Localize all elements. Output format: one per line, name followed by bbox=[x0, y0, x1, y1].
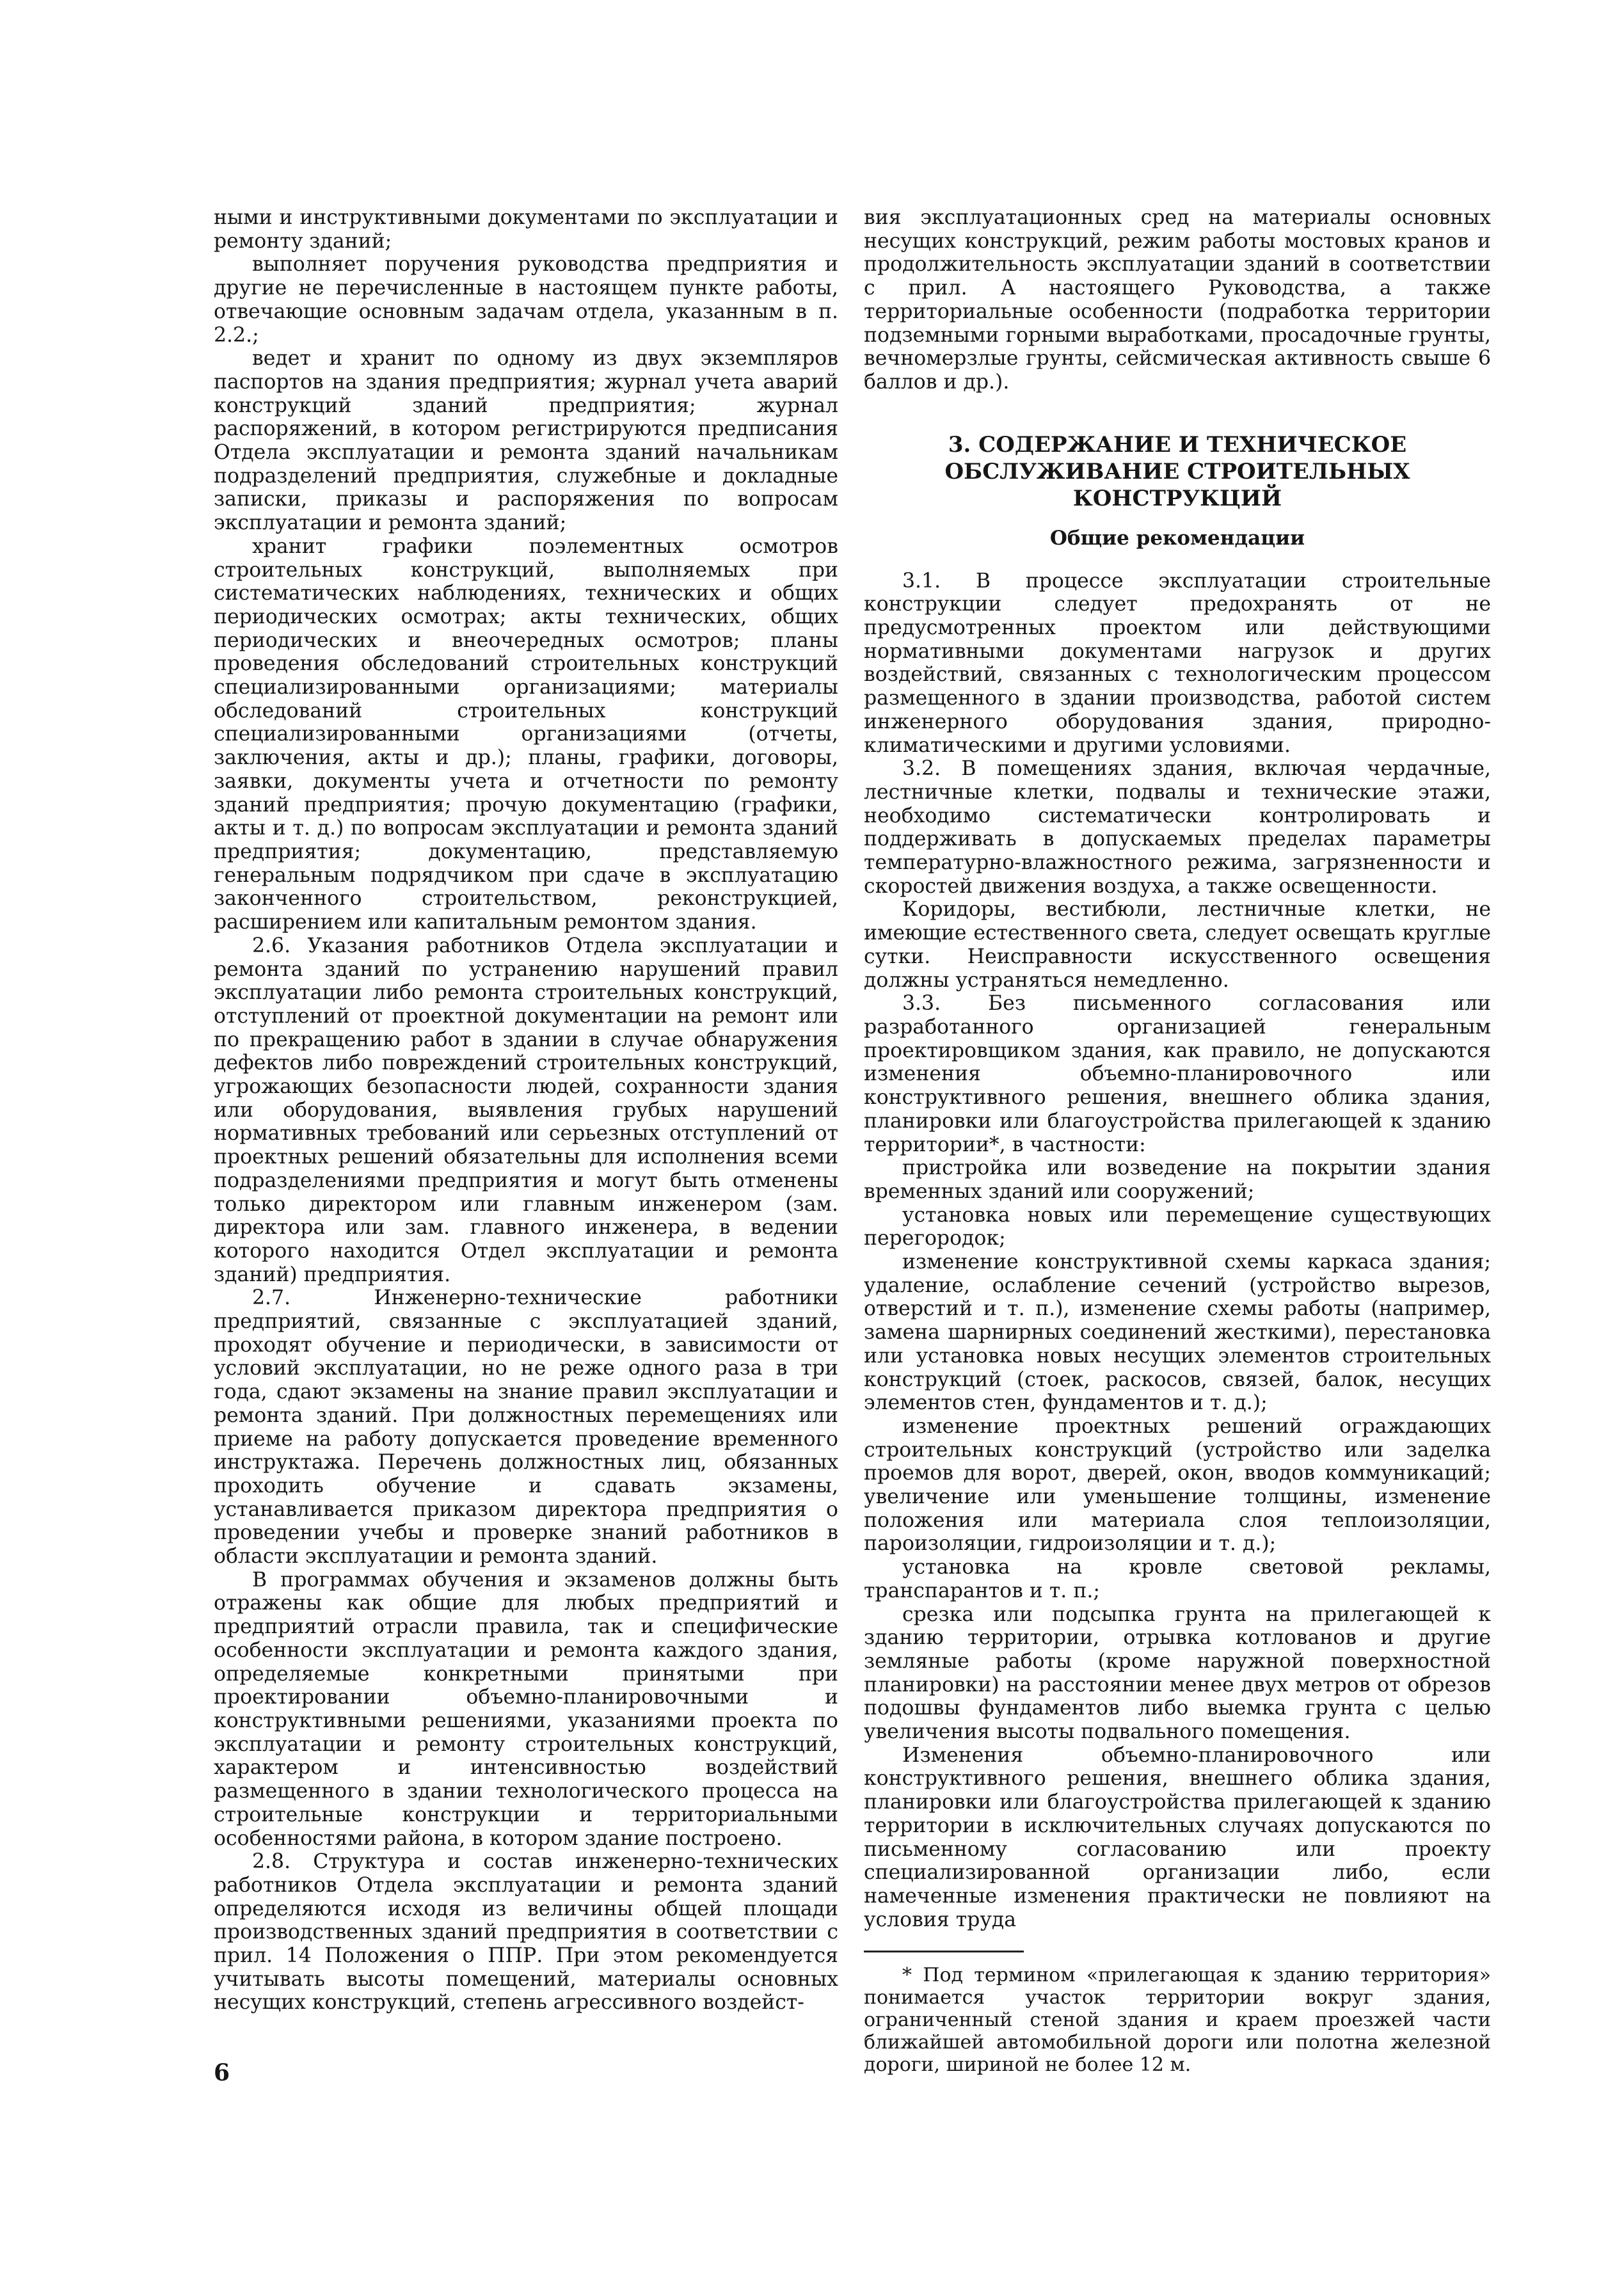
paragraph: хранит графики поэлементных осмотров строительных конструкций, выполняемых при систематических наблюдениях, технических и общих периодических осмотрах; акты технических, общих периодических и внеочередных осмотров; планы проведения обследований строительных конструкций специализированными организациями; материалы обследований строительных конструкций специализированными организациями (отчеты, заключения, акты и др.); планы, графики, договоры, заявки, документы учета и отчетности по ремонту зданий предприятия; прочую документацию (графики, акты и т. д.) по вопросам эксплуатации и ремонта зданий предприятия; документацию, представляемую генеральным подрядчиком при сдаче в эксплуатацию законченного строительством, реконструкцией, расширением или капитальным ремонтом здания. bbox=[214, 534, 838, 934]
paragraph: 2.6. Указания работников Отдела эксплуатации и ремонта зданий по устранению нарушений правил эксплуатации либо ремонта строительных конструкций, отступлений от проектной документации на ремонт или по прекращению работ в здании в случае обнаружения дефектов либо повреждений строительных конструкций, угрожающих безопасности людей, сохранности здания или оборудования, выявления грубых нарушений нормативных требований или серьезных отступлений от проектных решений обязательны для исполнения всеми подразделениями предприятия и могут быть отменены только директором или главным инженером (зам. директора или зам. главного инженера, в ведении которого находится Отдел эксплуатации и ремонта зданий) предприятия. bbox=[214, 934, 838, 1286]
right-column bbox=[864, 206, 1491, 2076]
paragraph: 2.8. Структура и состав инженерно-технических работников Отдела эксплуатации и ремонта зданий определяются исходя из величины общей площади производственных зданий предприятия в соответствии с прил. 14 Положения о ППР. При этом рекомендуется учитывать высоты помещений, материалы основных несущих конструкций, степень агрессивного воздейст- bbox=[214, 1850, 838, 2015]
paragraph: Изменения объемно-планировочного или конструктивного решения, внешнего облика здания, планировки или благоустройства прилегающей к зданию территории в исключительных случаях допускаются по письменному согласованию или проекту специализированной организации либо, если намеченные изменения практически не повлияют на условия труда bbox=[864, 1743, 1491, 1931]
paragraph: срезка или подсыпка грунта на прилегающей к зданию территории, отрывка котлованов и другие земляные работы (кроме наружной поверхностной планировки) на расстоянии менее двух метров от обрезов подошвы фундаментов либо выемка грунта с целью увеличения высоты подвального помещения. bbox=[864, 1602, 1491, 1744]
footnote-divider bbox=[864, 1951, 1024, 1952]
paragraph: В программах обучения и экзаменов должны быть отражены как общие для любых предприятий и предприятий отрасли правила, так и специфические особенности эксплуатации и ремонта каждого здания, определяемые конкретными принятыми при проектировании объемно-планировочными и конструктивными решениями, указаниями проекта по эксплуатации и ремонту строительных конструкций, характером и интенсивностью воздействий размещенного в здании технологического процесса на строительные конструкции и территориальными особенностями района, в котором здание построено. bbox=[214, 1568, 838, 1850]
paragraph: 3.1. В процессе эксплуатации строительные конструкции следует предохранять от не предусмотренных проектом или действующими нормативными документами нагрузок и других воздействий, связанных с технологическим процессом размещенного в здании производства, работой систем инженерного оборудования здания, природно-климатическими и другими условиями. bbox=[864, 569, 1491, 757]
paragraph: 3.2. В помещениях здания, включая чердачные, лестничные клетки, подвалы и технические этажи, необходимо систематически контролировать и поддерживать в допускаемых пределах параметры температурно-влажностного режима, загрязненности и скоростей движения воздуха, а также освещенности. bbox=[864, 757, 1491, 898]
paragraph: ведет и хранит по одному из двух экземпляров паспортов на здания предприятия; журнал учета аварий конструкций зданий предприятия; журнал распоряжений, в котором регистрируются предписания Отдела эксплуатации и ремонта зданий начальникам подразделений предприятия, служебные и докладные записки, приказы и распоряжения по вопросам эксплуатации и ремонта зданий; bbox=[214, 347, 838, 535]
footnote: * Под термином «прилегающая к зданию территория» понимается участок территории вокруг здания, ограниченный стеной здания и краем проезжей части ближайшей автомобильной дороги или полотна железной дороги, шириной не более 12 м. bbox=[864, 1964, 1491, 2077]
paragraph: изменение конструктивной схемы каркаса здания; удаление, ослабление сечений (устройство вырезов, отверстий и т. п.), изменение схемы работы (например, замена шарнирных соединений жесткими), перестановка или установка новых несущих элементов строительных конструкций (стоек, раскосов, связей, балок, несущих элементов стен, фундаментов и т. д.); bbox=[864, 1250, 1491, 1415]
paragraph: вия эксплуатационных сред на материалы основных несущих конструкций, режим работы мостовых кранов и продолжительность эксплуатации зданий в соответствии с прил. А настоящего Руководства, а также территориальные особенности (подработка территории подземными горными выработками, просадочные грунты, вечномерзлые грунты, сейсмическая активность свыше 6 баллов и др.). bbox=[864, 206, 1491, 394]
page-number: 6 bbox=[214, 2059, 230, 2086]
paragraph: установка новых или перемещение существующих перегородок; bbox=[864, 1203, 1491, 1250]
paragraph: установка на кровле световой рекламы, транспарантов и т. п.; bbox=[864, 1556, 1491, 1602]
subsection-title: Общие рекомендации bbox=[1049, 526, 1305, 550]
paragraph: Коридоры, вестибюли, лестничные клетки, не имеющие естественного света, следует освещать круглые сутки. Неисправности искусственного освещения должны устраняться немедленно. bbox=[864, 898, 1491, 992]
paragraph: пристройка или возведение на покрытии здания временных зданий или сооружений; bbox=[864, 1156, 1491, 1203]
paragraph: изменение проектных решений ограждающих строительных конструкций (устройство или заделка проемов для ворот, дверей, окон, вводов коммуникаций; увеличение или уменьшение толщины, изменение положения или материала слоя теплоизоляции, пароизоляции, гидроизоляции и т. д.); bbox=[864, 1414, 1491, 1556]
paragraph: ными и инструктивными документами по эксплуатации и ремонту зданий; bbox=[214, 206, 838, 253]
left-column bbox=[214, 206, 838, 2015]
paragraph: выполняет поручения руководства предприятия и другие не перечисленные в настоящем пункте работы, отвечающие основным задачам отдела, указанным в п. 2.2.; bbox=[214, 253, 838, 347]
section-title: 3. СОДЕРЖАНИЕ И ТЕХНИЧЕСКОЕ ОБСЛУЖИВАНИЕ СТРОИТЕЛЬНЫХ КОНСТРУКЦИЙ bbox=[944, 431, 1410, 511]
paragraph: 2.7. Инженерно-технические работники предприятий, связанные с эксплуатацией зданий, проходят обучение и периодически, в зависимости от условий эксплуатации, но не реже одного раза в три года, сдают экзамены на знание правил эксплуатации и ремонта зданий. При должностных перемещениях или приеме на работу допускается проведение временного инструктажа. Перечень должностных лиц, обязанных проходить обучение и сдавать экзамены, устанавливается приказом директора предприятия о проведении учебы и проверке знаний работников в области эксплуатации и ремонта зданий. bbox=[214, 1286, 838, 1569]
paragraph: 3.3. Без письменного согласования или разработанного организацией генеральным проектировщиком здания, как правило, не допускаются изменения объемно-планировочного или конструктивного решения, внешнего облика здания, планировки или благоустройства прилегающей к зданию территории*, в частности: bbox=[864, 992, 1491, 1156]
